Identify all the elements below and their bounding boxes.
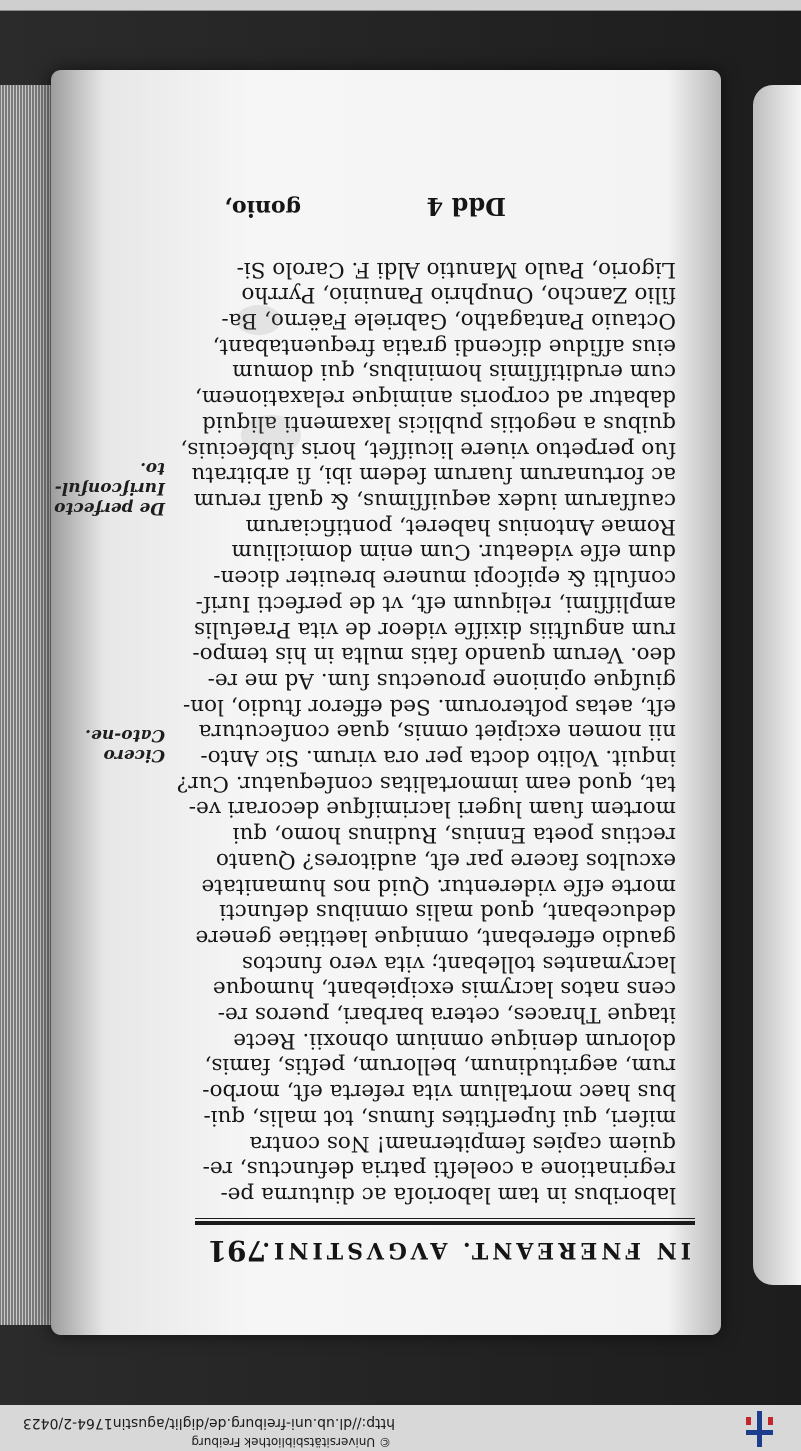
text-line: Romae Antonius haberet, pontificiarum [245, 513, 676, 539]
text-line: lacrymantes tollebant; vita vero functos [241, 950, 676, 976]
text-line: rectius poeta Ennius, Rudinus homo, qui [232, 822, 676, 848]
text-line: rum anguſtiis dixiſſe videor de vita Praeſulis [193, 616, 676, 642]
text-line: inquit. Volito docta per ora virum. Sic Anto- [200, 745, 676, 771]
university-logo-icon [743, 1411, 777, 1447]
text-line: Ligorio, Paulo Manutio Aldi F. Carolo Si- [236, 256, 676, 282]
header-rule [195, 1221, 695, 1225]
text-line: bus haec mortalium vita referta eſt, morbo- [202, 1079, 676, 1105]
text-line: itaque Thraces, cetera barbari, pueros re- [217, 1002, 676, 1028]
text-line: giuſque opinione prouectus ſum. Ad me re- [207, 667, 676, 693]
signature-mark: Ddd 4 [426, 192, 506, 221]
text-line: regrinatione a coeleſti patria defunctus, re- [202, 1156, 676, 1182]
text-line: ac fortunarum ſuarum ſedem ibi, ſi arbitratu [191, 462, 676, 488]
viewer-top-bar [0, 1404, 801, 1451]
paper-stain [241, 415, 301, 455]
text-line: excultos facere par eſt, auditores? Quanto [215, 847, 676, 873]
text-line: quiem capies ſempiternam! Nos contra [249, 1130, 676, 1156]
copyright-text: © Universitätsbibliothek Freiburg [191, 1435, 391, 1449]
paper-stain [236, 305, 281, 335]
book-page [51, 70, 721, 1335]
text-line: conſulti & epiſcopi munere breuiter dicen- [213, 565, 676, 591]
text-line: eius aſſidue diſcendi gratia frequentabant, [212, 333, 676, 359]
text-line: tat, quod eam immortalitas conſequatur. Cur? [176, 770, 676, 796]
text-line: dabatur ad corporis animique relaxationem, [194, 385, 676, 411]
text-line: dolorum denique omnium obnoxii. Recte [233, 1027, 676, 1053]
text-line: laboribus in tam laborioſa ac diuturna pe- [220, 1182, 676, 1207]
text-line: cauſſarum iudex aequiſſimus, & quaſi rerum [193, 488, 676, 514]
body-text [171, 256, 676, 1207]
text-line: nii nomen excipiet omnis, quae conſecutura [198, 719, 676, 745]
text-line: morte eſſe viderentur. Quid nos humanitate [201, 873, 676, 899]
facing-page-edge [753, 85, 801, 1285]
text-line: deducebant, quod malis omnibus defuncti [219, 899, 676, 925]
text-line: eſt, aetas poſterorum. Sed efferor ſtudio, lon- [182, 693, 676, 719]
page-stack-edge [0, 85, 53, 1325]
text-line: deo. Verum quando ſatis multa in his tempo- [192, 642, 676, 668]
text-line: gaudio efferebant, omnique laetitiae genere [195, 924, 676, 950]
catchword: gonio, [224, 195, 301, 221]
text-line: ampliſſimi, reliquum eſt, vt de perfecti Iuriſ- [195, 590, 676, 616]
header-rule-thin [195, 1218, 695, 1219]
viewer-bottom-bar [0, 0, 801, 11]
page-number: 791 [207, 1234, 266, 1267]
text-line: quibus a negotiis publicis laxamenti aliquid [202, 410, 676, 436]
text-line: dum eſſe videatur. Cum enim domicilium [231, 539, 676, 565]
margin-note-cicero: Cicero Cato-ne. [85, 725, 165, 765]
text-line: cens natos lacrymis excipiebant, humoque [212, 976, 676, 1002]
margin-note-iurisconsulto: De perfecto Iuriſconſul-to. [54, 458, 165, 518]
book-spread [0, 11, 801, 1405]
text-line: miſeri, qui ſuperſtites ſumus, tot malis, qui- [203, 1104, 676, 1130]
text-line: cum eruditiſſimis hominibus, qui domum [232, 359, 676, 385]
running-head: IN FNEREANT. AVGVSTINI. [258, 1237, 691, 1263]
text-line: Octauio Pantagatho, Gabriele Faërno, Ba- [221, 308, 676, 334]
source-url[interactable]: http://dl.ub.uni-freiburg.de/diglit/agustin1764-2/0423 [22, 1415, 395, 1431]
text-line: ſuo perpetuo viuere licuiſſet, horis ſubſeciuis, [180, 436, 676, 462]
text-line: ſilio Zancho, Onuphrio Panuinio, Pyrrho [241, 282, 676, 308]
text-line: rum, aegritudinum, bellorum, peſtis, famis, [204, 1053, 676, 1079]
text-line: mortem ſuam lugeri lacrimiſque decorari ve- [188, 796, 676, 822]
